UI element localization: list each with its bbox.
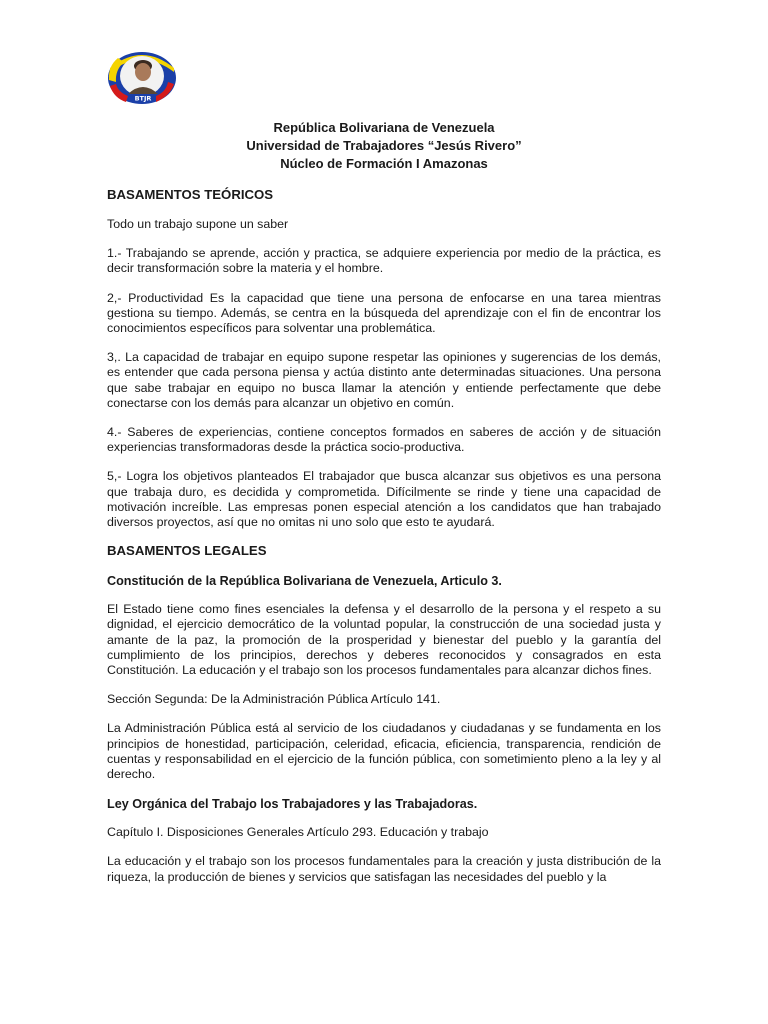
document-header xyxy=(0,119,768,173)
document-body xyxy=(107,186,661,899)
paragraph-3: 3,. La capacidad de trabajar en equipo supone respetar las opiniones y sugerencias de los demás, es entender que cada persona piensa y actúa distinto ante determinadas situaciones. Una persona que sabe trabajar en equipo no busca llamar la atención y entiende perfectamente que debe conectarse con los demás para alcanzar un objetivo en común. xyxy=(107,350,661,410)
paragraph-intro: Todo un trabajo supone un saber xyxy=(107,217,289,231)
capitulo-line: Capítulo I. Disposiciones Generales Artículo 293. Educación y trabajo xyxy=(107,825,489,840)
section-title-legales: BASAMENTOS LEGALES xyxy=(107,543,267,559)
constitution-paragraph: El Estado tiene como fines esenciales la defensa y el desarrollo de la persona y el respeto a su dignidad, el ejercicio democrático de la voluntad popular, la construcción de una sociedad justa y amante de la paz, la promoción de la prosperidad y bienestar del pueblo y la garantía del cumplimiento de los principios, derechos y deberes reconocidos y consagrados en esta Constitución. La educación y el trabajo son los procesos fundamentales para alcanzar dichos fines. xyxy=(107,602,661,678)
admin-paragraph: La Administración Pública está al servicio de los ciudadanos y ciudadanas y se fundamenta en los principios de honestidad, participación, celeridad, eficacia, eficiencia, transparencia, rendición de cuentas y responsabilidad en el ejercicio de la función pública, con sometimiento pleno a la ley y al derecho. xyxy=(107,721,661,782)
final-paragraph: La educación y el trabajo son los procesos fundamentales para la creación y justa distribución de la riqueza, la producción de bienes y servicios que satisfagan las necesidades del pueblo y la xyxy=(107,854,661,884)
constitution-heading: Constitución de la República Bolivariana de Venezuela, Articulo 3. xyxy=(107,574,502,589)
section-segunda-line: Sección Segunda: De la Administración Pública Artículo 141. xyxy=(107,692,441,707)
ley-organica-heading: Ley Orgánica del Trabajo los Trabajadores y las Trabajadoras. xyxy=(107,797,478,812)
header-line-3: Núcleo de Formación I Amazonas xyxy=(280,156,488,171)
section-title-teoricos: BASAMENTOS TEÓRICOS xyxy=(107,187,274,202)
paragraph-5: 5,- Logra los objetivos planteados El trabajador que busca alcanzar sus objetivos es una persona que trabaja duro, es decidida y comprometida. Difícilmente se rinde y tiene una capacidad de motivación increíble. Las empresas ponen especial atención a los candidatos que han trabajado diversos proyectos, así que no omitas ni uno solo que esto te ayudará. xyxy=(107,469,661,530)
paragraph-4: 4.- Saberes de experiencias, contiene conceptos formados en saberes de acción y de situación experiencias transformadoras desde la práctica socio-productiva. xyxy=(107,425,661,455)
institution-logo xyxy=(106,50,178,106)
header-line-2: Universidad de Trabajadores “Jesús Rivero” xyxy=(246,138,522,153)
paragraph-2: 2,- Productividad Es la capacidad que tiene una persona de enfocarse en una tarea mientras gestiona su tiempo. Además, se centra en la búsqueda del aprendizaje con el fin de encontrar los conocimientos específicos para solventar una problemática. xyxy=(107,290,661,336)
header-line-1: República Bolivariana de Venezuela xyxy=(273,120,495,135)
logo-text: BTJR xyxy=(134,94,152,103)
paragraph-1: 1.- Trabajando se aprende, acción y practica, se adquiere experiencia por medio de la práctica, es decir transformación sobre la materia y el hombre. xyxy=(107,246,661,276)
